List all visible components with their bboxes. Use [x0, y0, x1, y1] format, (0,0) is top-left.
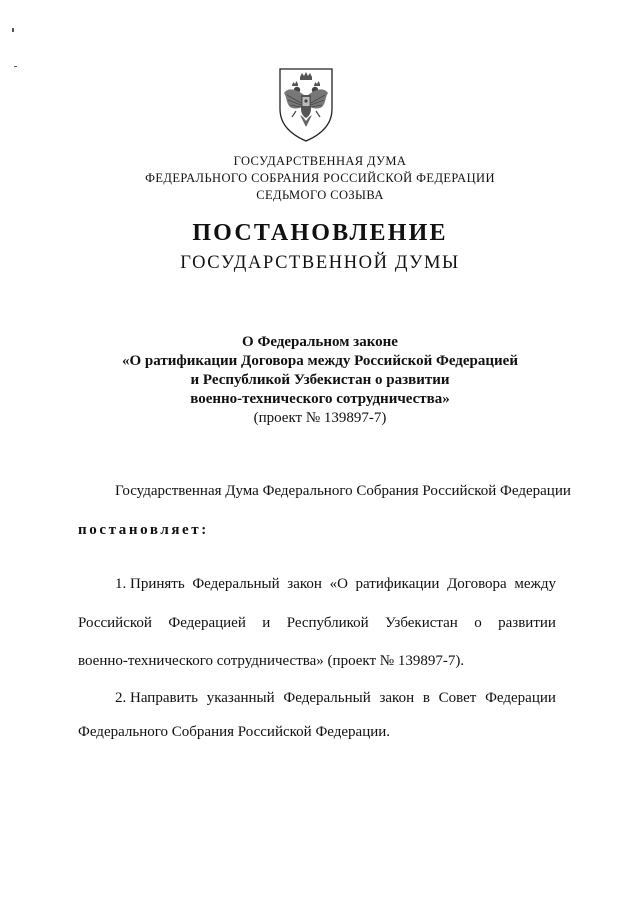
word: «О [329, 576, 348, 592]
word: 1. Принять [115, 576, 185, 592]
word: в [422, 690, 430, 706]
subject-line-3: и Республикой Узбекистан о развитии [190, 372, 450, 388]
word: Федеральный [192, 576, 280, 592]
project-number: (проект № 139897-7) [253, 410, 387, 426]
word: 2. Направить [115, 690, 198, 706]
word: о [474, 615, 482, 631]
item-1-line-3: военно-технического сотрудничества» (проект № 139897-7). [78, 653, 465, 669]
coat-of-arms-emblem [274, 65, 338, 145]
subject-line-4: военно-технического сотрудничества» [190, 391, 450, 407]
decision-word: постановляет: [78, 522, 209, 538]
word: указанный [206, 690, 275, 706]
document-title: ПОСТАНОВЛЕНИЕ [192, 220, 448, 246]
word: Федеральный [283, 690, 371, 706]
word: и [262, 615, 271, 631]
item-2-line-2: Федерального Собрания Российской Федерации. [78, 724, 391, 740]
document-issuer: ГОСУДАРСТВЕННОЙ ДУМЫ [180, 253, 460, 273]
word: Договора [447, 576, 507, 592]
preamble-text: Государственная Дума Федерального Собрания Российской Федерации [115, 483, 571, 499]
word: Российской [78, 615, 152, 631]
word: между [514, 576, 556, 592]
word: закон [287, 576, 322, 592]
word: Федерации [485, 690, 556, 706]
item-1-line-2 [78, 615, 556, 632]
word: Федерацией [168, 615, 246, 631]
org-line-1: ГОСУДАРСТВЕННАЯ ДУМА [233, 154, 407, 168]
scan-mark [12, 28, 14, 32]
word: Совет [438, 690, 477, 706]
subject-line-2: «О ратификации Договора между Российской Федерацией [122, 353, 518, 369]
word: ратификации [355, 576, 440, 592]
word: закон [379, 690, 415, 706]
word: Республикой [286, 615, 369, 631]
word: Узбекистан [385, 615, 458, 631]
org-line-3: СЕДЬМОГО СОЗЫВА [256, 188, 384, 202]
item-2-line-1 [115, 690, 556, 707]
subject-line-1: О Федеральном законе [242, 334, 398, 350]
item-1-line-1 [115, 576, 556, 593]
scan-mark [14, 66, 17, 67]
word: развитии [498, 615, 556, 631]
org-line-2: ФЕДЕРАЛЬНОГО СОБРАНИЯ РОССИЙСКОЙ ФЕДЕРАЦИИ [145, 171, 495, 185]
